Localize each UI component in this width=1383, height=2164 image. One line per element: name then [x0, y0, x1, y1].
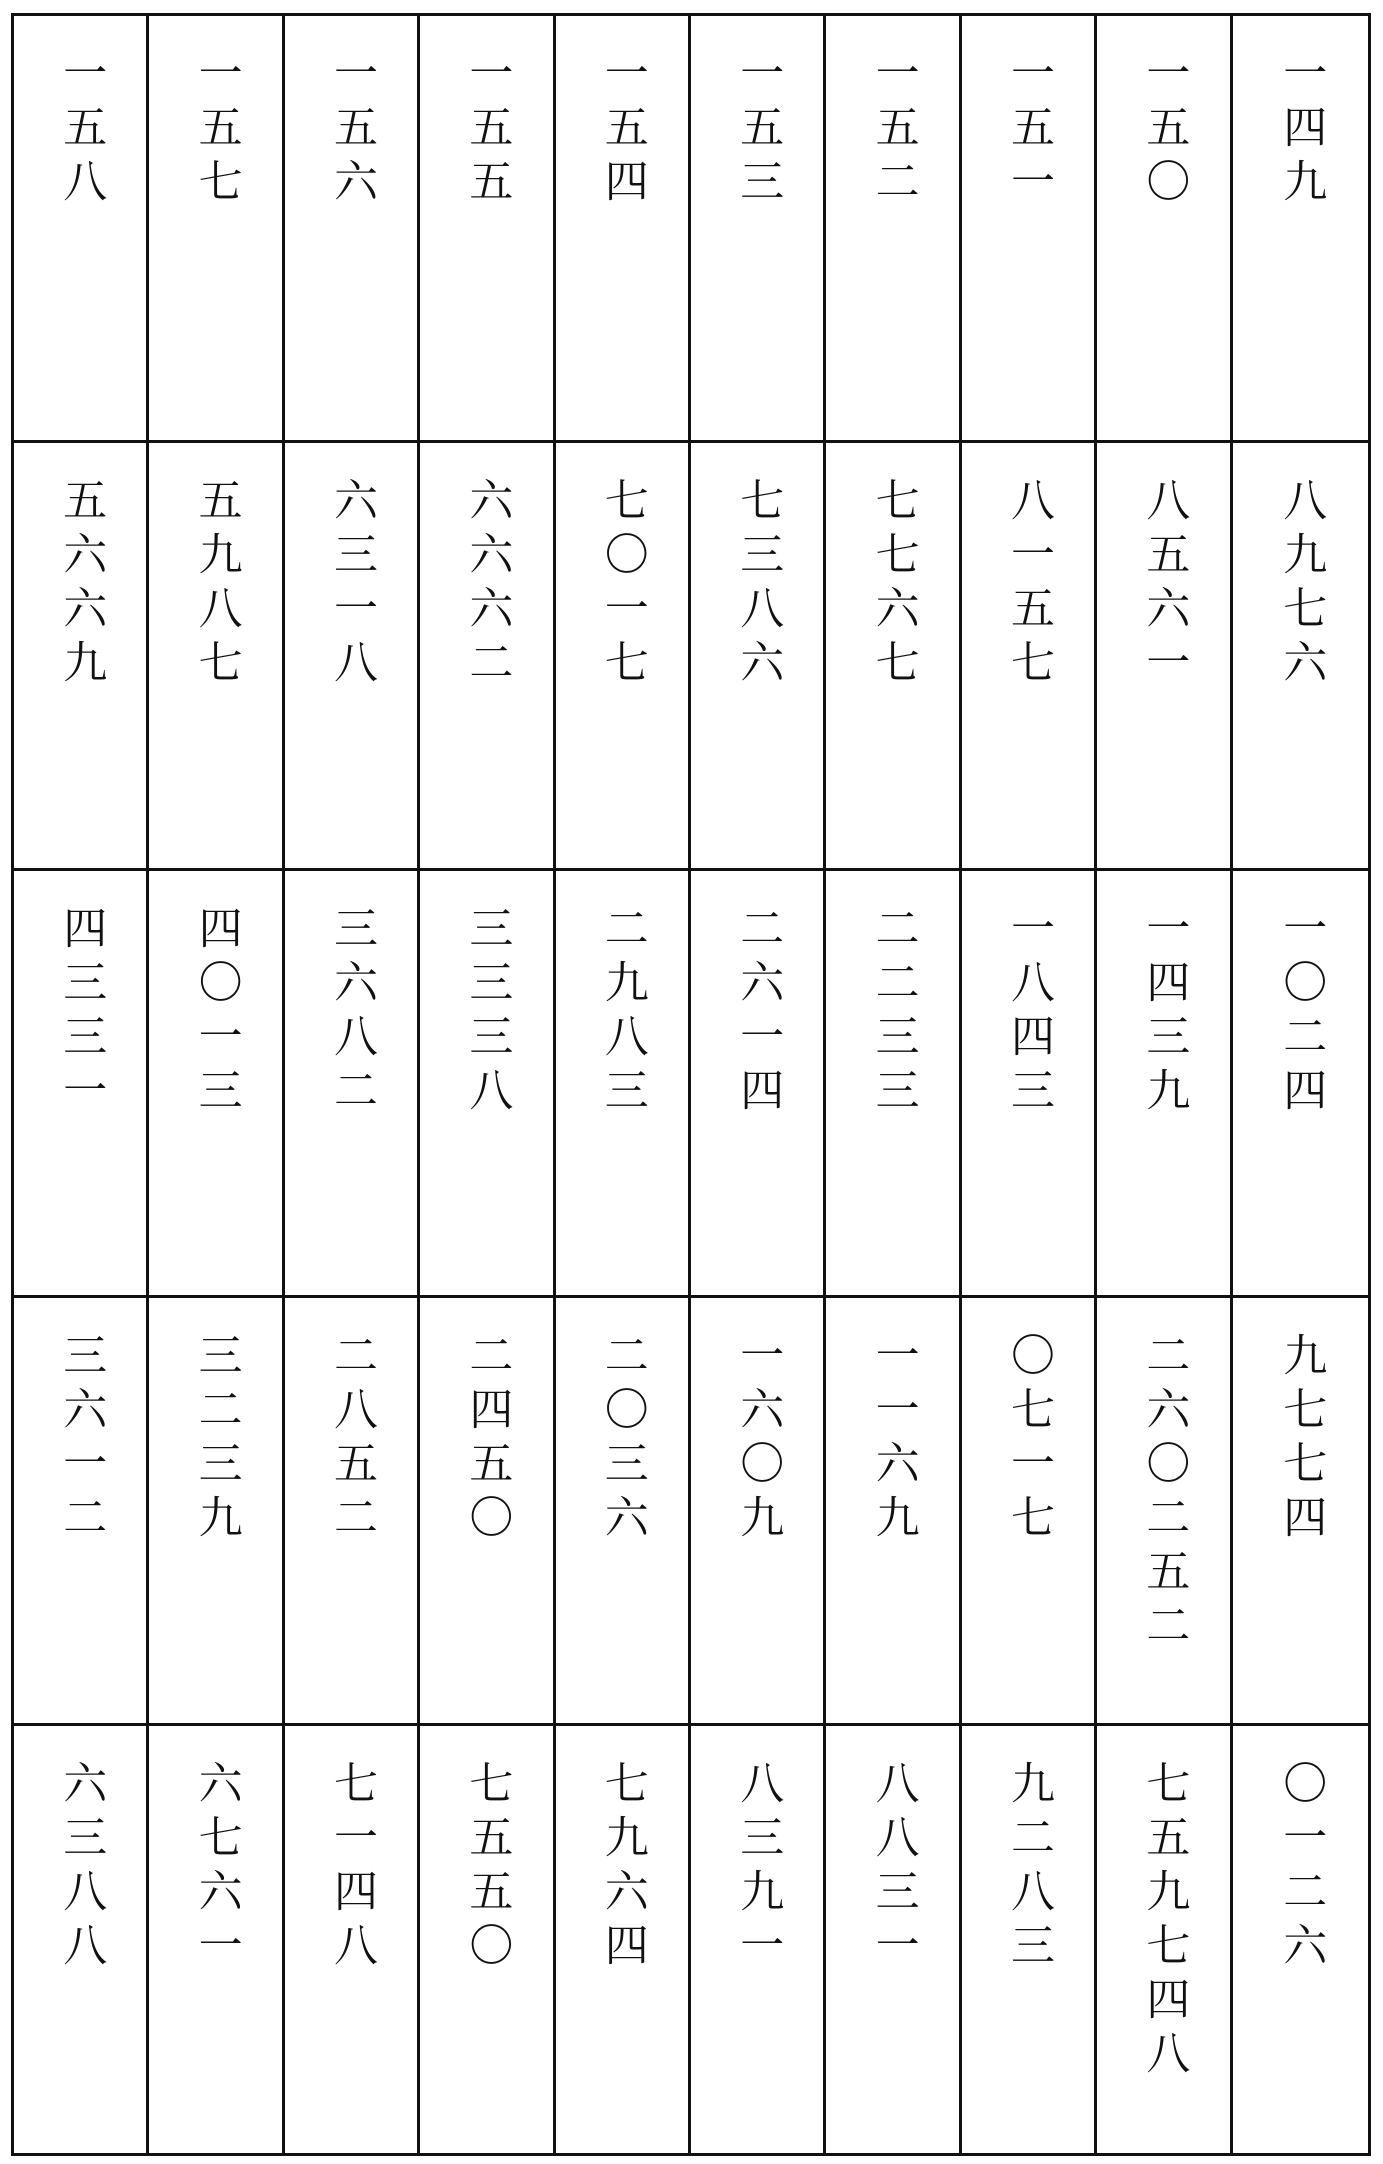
cell-text: 七五五〇	[461, 1759, 513, 1976]
cell-text: 二九八三	[596, 904, 648, 1121]
cell-text: 二二三三	[867, 904, 919, 1121]
table-cell	[285, 16, 420, 443]
cell-text: 一五二	[867, 50, 919, 212]
cell-text: 八三九一	[732, 1759, 784, 1976]
numeral-table	[11, 13, 1371, 2156]
table-cell	[826, 16, 961, 443]
table-cell	[691, 16, 826, 443]
table-cell	[420, 443, 555, 870]
table-cell	[556, 1298, 691, 1725]
table-cell	[1097, 1726, 1232, 2153]
cell-text: 〇七一七	[1002, 1332, 1054, 1549]
table-cell	[149, 16, 284, 443]
cell-text: 三二三九	[190, 1332, 242, 1549]
cell-text: 六六六二	[461, 477, 513, 694]
table-cell	[285, 443, 420, 870]
table-cell	[14, 871, 149, 1298]
table-cell	[962, 1726, 1097, 2153]
cell-text: 七三八六	[732, 477, 784, 694]
table-cell	[1233, 1298, 1368, 1725]
cell-text: 四〇一三	[190, 904, 242, 1121]
cell-text: 三六八二	[325, 904, 377, 1121]
cell-text: 七〇一七	[596, 477, 648, 694]
cell-text: 一五一	[1002, 50, 1054, 212]
cell-text: 六三一八	[325, 477, 377, 694]
table-cell	[962, 16, 1097, 443]
cell-text: 一五八	[55, 50, 107, 212]
cell-text: 七五九七四八	[1138, 1759, 1190, 2084]
cell-text: 四三三一	[55, 904, 107, 1121]
cell-text: 六三八八	[55, 1759, 107, 1976]
cell-text: 二六一四	[732, 904, 784, 1121]
cell-text: 七九六四	[596, 1759, 648, 1976]
table-cell	[14, 16, 149, 443]
cell-text: 〇一二六	[1275, 1759, 1327, 1976]
table-cell	[285, 1298, 420, 1725]
table-cell	[285, 1726, 420, 2153]
cell-text: 二四五〇	[461, 1332, 513, 1549]
table-cell	[691, 443, 826, 870]
table-cell	[556, 871, 691, 1298]
table-cell	[826, 443, 961, 870]
table-cell	[556, 16, 691, 443]
table-cell	[826, 1726, 961, 2153]
cell-text: 一五五	[461, 50, 513, 212]
table-cell	[420, 871, 555, 1298]
table-cell	[285, 871, 420, 1298]
table-cell	[1097, 16, 1232, 443]
table-cell	[149, 871, 284, 1298]
cell-text: 三三三八	[461, 904, 513, 1121]
table-cell	[1233, 443, 1368, 870]
cell-text: 八九七六	[1275, 477, 1327, 694]
table-cell	[556, 443, 691, 870]
table-cell	[1097, 1298, 1232, 1725]
table-cell	[1097, 443, 1232, 870]
cell-text: 一四九	[1275, 50, 1327, 212]
table-cell	[962, 871, 1097, 1298]
cell-text: 一五六	[325, 50, 377, 212]
cell-text: 二八五二	[325, 1332, 377, 1549]
table-cell	[149, 1298, 284, 1725]
cell-text: 一六〇九	[732, 1332, 784, 1549]
cell-text: 一五三	[732, 50, 784, 212]
table-cell	[691, 1298, 826, 1725]
table-cell	[420, 16, 555, 443]
cell-text: 二〇三六	[596, 1332, 648, 1549]
cell-text: 一五四	[596, 50, 648, 212]
cell-text: 三六一二	[55, 1332, 107, 1549]
cell-text: 六七六一	[190, 1759, 242, 1976]
cell-text: 七一四八	[325, 1759, 377, 1976]
cell-text: 一四三九	[1138, 904, 1190, 1121]
table-cell	[14, 443, 149, 870]
cell-text: 九二八三	[1002, 1759, 1054, 1976]
cell-text: 五九八七	[190, 477, 242, 694]
table-cell	[826, 1298, 961, 1725]
table-cell	[1233, 1726, 1368, 2153]
table-cell	[14, 1298, 149, 1725]
cell-text: 一八四三	[1002, 904, 1054, 1121]
cell-text: 八五六一	[1138, 477, 1190, 694]
table-cell	[691, 1726, 826, 2153]
table-cell	[1097, 871, 1232, 1298]
cell-text: 一五〇	[1138, 50, 1190, 212]
table-cell	[962, 1298, 1097, 1725]
table-cell	[149, 443, 284, 870]
cell-text: 八八三一	[867, 1759, 919, 1976]
table-cell	[556, 1726, 691, 2153]
cell-text: 五六六九	[55, 477, 107, 694]
table-cell	[149, 1726, 284, 2153]
table-cell	[691, 871, 826, 1298]
cell-text: 一〇二四	[1275, 904, 1327, 1121]
table-cell	[962, 443, 1097, 870]
cell-text: 一一六九	[867, 1332, 919, 1549]
cell-text: 一五七	[190, 50, 242, 212]
table-cell	[826, 871, 961, 1298]
table-cell	[14, 1726, 149, 2153]
cell-text: 七七六七	[867, 477, 919, 694]
cell-text: 二六〇二五二	[1138, 1332, 1190, 1657]
table-cell	[420, 1298, 555, 1725]
cell-text: 八一五七	[1002, 477, 1054, 694]
table-cell	[1233, 871, 1368, 1298]
table-cell	[1233, 16, 1368, 443]
table-cell	[420, 1726, 555, 2153]
cell-text: 九七七四	[1275, 1332, 1327, 1549]
